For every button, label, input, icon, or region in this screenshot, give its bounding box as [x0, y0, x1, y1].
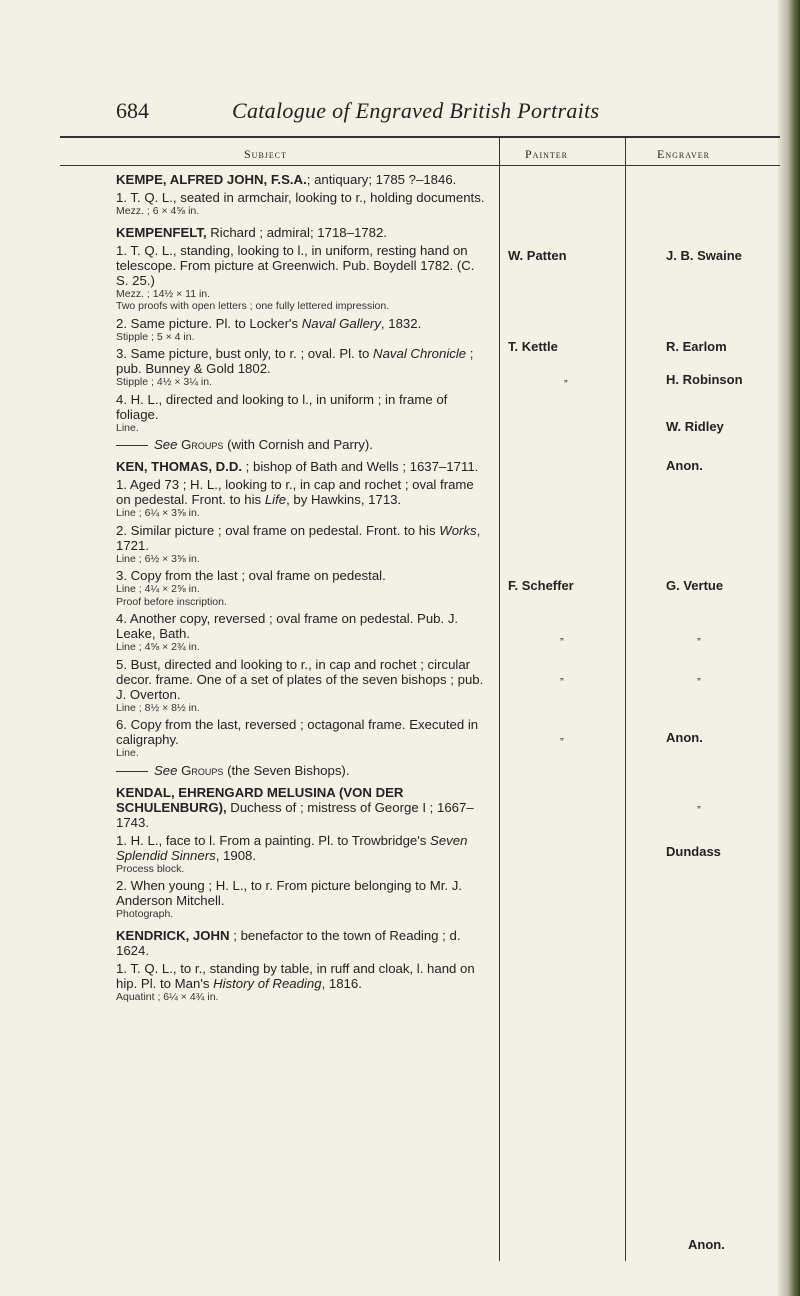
top-rule	[60, 136, 780, 138]
page-edge-shadow	[778, 0, 800, 1296]
medium-note: Photograph.	[116, 908, 174, 920]
medium-note: Line.	[116, 747, 139, 759]
entry-description: Duchess of ; mistress of George I ; 1667–1743.	[116, 799, 474, 830]
engraver-cell: Anon.	[688, 1237, 725, 1252]
engraver-cell-ditto: „	[697, 670, 701, 682]
entry-name: KEN, THOMAS, D.D.	[116, 459, 243, 474]
engraver-cell: J. B. Swaine	[666, 248, 742, 263]
engraver-cell: Anon.	[666, 730, 703, 745]
painter-cell-ditto: „	[560, 730, 564, 742]
painter-cell-ditto: „	[560, 670, 564, 682]
medium-note: Line ; 4¼ × 2⅝ in.	[116, 583, 200, 595]
entry-kempenfelt	[116, 225, 486, 453]
entry-name: KEMPENFELT,	[116, 224, 207, 240]
running-head: Catalogue of Engraved British Portraits	[232, 98, 600, 123]
list-item: 3. Same picture, bust only, to r. ; oval. Pl. to Naval Chronicle ; pub. Bunney & Gold 1802. Stipple ; 4½ × 3¼ in.	[116, 346, 486, 389]
list-item: 1. T. Q. L., seated in armchair, looking to r., holding documents. Mezz. ; 6 × 4⅝ in.	[116, 190, 485, 217]
page-number: 684	[116, 98, 149, 123]
engraver-cell-ditto: „	[697, 630, 701, 642]
state-note: Proof before inscription.	[116, 595, 227, 608]
list-item: 1. H. L., face to l. From a painting. Pl. to Trowbridge's Seven Splendid Sinners, 1908. Process block.	[116, 833, 486, 876]
entry-name: KENDAL, EHRENGARD MELUSINA (VON DER SCHULENBURG),	[116, 784, 404, 815]
list-item: 2. Similar picture ; oval frame on pedestal. Front. to his Works, 1721. Line ; 6½ × 3⅝ in.	[116, 523, 486, 566]
column-divider-1	[499, 136, 500, 1261]
entry-description: ; bishop of Bath and Wells ; 1637–1711.	[242, 459, 479, 474]
medium-note: Line ; 6¼ × 3⅝ in.	[116, 507, 200, 519]
medium-note: Mezz. ; 6 × 4⅝ in.	[116, 205, 200, 217]
list-item: 1. Aged 73 ; H. L., looking to r., in cap and rochet ; oval frame on pedestal. Front. to his Life, by Hawkins, 1713. Line ; 6¼ × 3⅝ in.	[116, 477, 486, 520]
painter-cell-ditto: „	[564, 372, 568, 384]
medium-note: Aquatint ; 6¼ × 4¾ in.	[116, 990, 219, 1003]
list-item: 1. T. Q. L., standing, looking to l., in uniform, resting hand on telescope. From picture at Greenwich. Pub. Boydell 1782. (C. S. 25.) Mezz. ; 14½ × 11 in. Two proofs with open letters ; one fully lettered impression.	[116, 243, 486, 313]
medium-note: Mezz. ; 14½ × 11 in.	[116, 287, 211, 300]
painter-cell: T. Kettle	[508, 339, 558, 354]
list-item: 5. Bust, directed and looking to r., in cap and rochet ; circular decor. frame. One of a set of plates of the seven bishops ; pub. J. Overton. Line ; 8½ × 8½ in.	[116, 657, 486, 715]
entry-description: ; benefactor to the town of Reading ; d. 1624.	[116, 927, 461, 958]
list-item: 3. Copy from the last ; oval frame on pedestal. Line ; 4¼ × 2⅝ in. Proof before inscription.	[116, 568, 486, 608]
medium-note: Line ; 8½ × 8½ in.	[116, 701, 200, 714]
cross-reference: See Groups (with Cornish and Parry).	[116, 437, 486, 452]
engraver-cell: R. Earlom	[666, 339, 727, 354]
cross-reference: See Groups (the Seven Bishops).	[116, 763, 486, 778]
medium-note: Line ; 4⅝ × 2¾ in.	[116, 641, 200, 653]
list-item: 1. T. Q. L., to r., standing by table, in ruff and cloak, l. hand on hip. Pl. to Man's History of Reading, 1816. Aquatint ; 6¼ × 4¾ in.	[116, 961, 486, 1004]
engraver-cell: H. Robinson	[666, 372, 743, 387]
medium-note: Stipple ; 4½ × 3¼ in.	[116, 376, 213, 388]
medium-note: Line.	[116, 421, 139, 434]
column-header-engraver: Engraver	[657, 147, 710, 161]
list-item: 4. Another copy, reversed ; oval frame on pedestal. Pub. J. Leake, Bath. Line ; 4⅝ × 2¾ in.	[116, 611, 486, 654]
page-header	[0, 98, 800, 124]
entry-kempe	[116, 172, 486, 218]
column-header-painter: Painter	[525, 147, 569, 161]
entry-description: Richard ; admiral; 1718–1782.	[206, 224, 387, 240]
engraver-cell: Anon.	[666, 458, 703, 473]
medium-note: Process block.	[116, 862, 185, 875]
medium-note: Line ; 6½ × 3⅝ in.	[116, 552, 200, 565]
entry-description: ; antiquary; 1785 ?–1846.	[306, 172, 457, 187]
entry-kendal	[116, 785, 486, 921]
entry-name: KENDRICK, JOHN	[116, 927, 230, 943]
header-rule	[60, 165, 780, 166]
entry-ken	[116, 459, 486, 778]
engraver-cell: W. Ridley	[666, 419, 724, 434]
painter-cell-ditto: „	[560, 630, 564, 642]
entry-name: KEMPE, ALFRED JOHN, F.S.A.	[116, 172, 307, 187]
column-divider-2	[625, 136, 626, 1261]
state-note: Two proofs with open letters ; one fully lettered impression.	[116, 300, 390, 312]
column-header-subject: Subject	[244, 147, 288, 161]
list-item: 6. Copy from the last, reversed ; octagonal frame. Executed in caligraphy. Line.	[116, 717, 486, 760]
list-item: 4. H. L., directed and looking to l., in uniform ; in frame of foliage. Line.	[116, 392, 486, 435]
engraver-cell-ditto: „	[697, 798, 701, 810]
list-item: 2. Same picture. Pl. to Locker's Naval Gallery, 1832. Stipple ; 5 × 4 in.	[116, 316, 486, 344]
painter-cell: W. Patten	[508, 248, 567, 263]
entry-kendrick	[116, 928, 486, 1004]
subject-column	[116, 172, 486, 1010]
medium-note: Stipple ; 5 × 4 in.	[116, 330, 195, 343]
engraver-cell: Dundass	[666, 844, 721, 859]
list-item: 2. When young ; H. L., to r. From picture belonging to Mr. J. Anderson Mitchell. Photograph.	[116, 878, 486, 921]
engraver-cell: G. Vertue	[666, 578, 724, 593]
painter-cell: F. Scheffer	[508, 578, 574, 593]
